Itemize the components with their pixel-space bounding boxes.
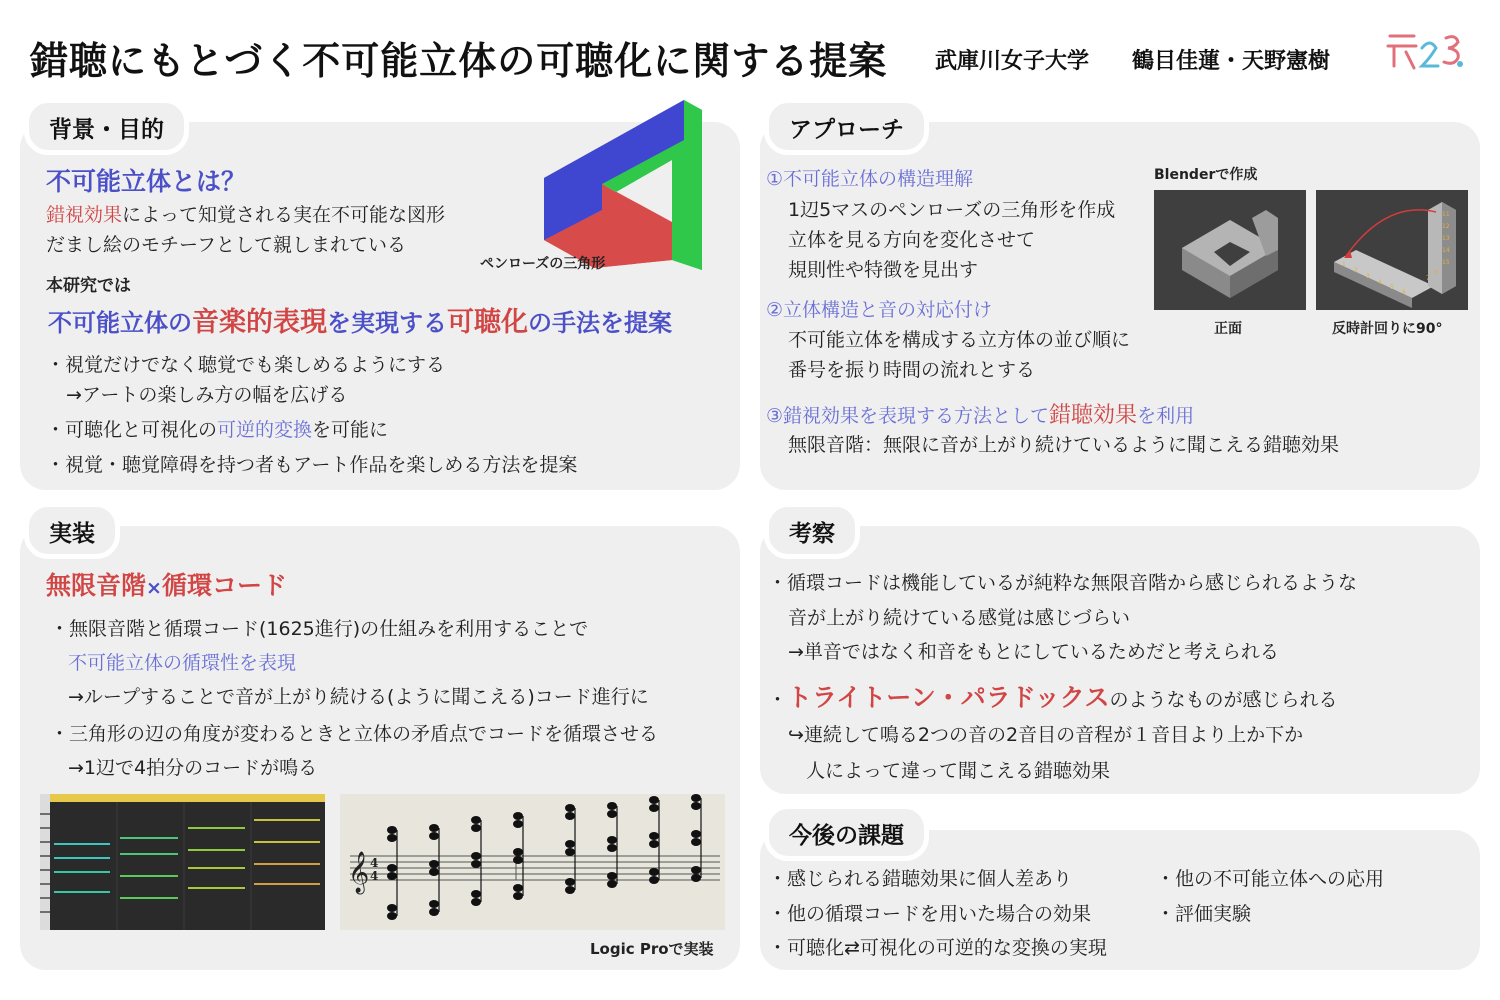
cube-number: 14 xyxy=(1442,247,1450,254)
cube-number: 8 xyxy=(1434,269,1438,276)
treble-clef-icon: 𝄞 xyxy=(348,852,370,893)
impl-bullet-1-result: →ループすることで音が上がり続ける(ように聞こえる)コード進行に xyxy=(68,686,649,708)
step-2-line-1: 不可能立体を構成する立方体の並び順に xyxy=(788,329,1131,351)
discussion-tritone: ・トライトーン・パラドックスのようなものが感じられる xyxy=(768,683,1338,712)
bullet-widen-art: →アートの楽しみ方の幅を広げる xyxy=(66,384,348,406)
discussion-tab: 考察 xyxy=(764,502,860,559)
impl-bullet-1-highlight: 不可能立体の循環性を表現 xyxy=(68,652,297,674)
cube-number: 12 xyxy=(1442,223,1450,230)
future-item-1: ・感じられる錯聴効果に個人差あり xyxy=(768,868,1073,890)
discussion-line-1: ・循環コードは機能しているが純粋な無限音階から感じられるような xyxy=(768,572,1358,594)
cube-number: 15 xyxy=(1442,259,1450,266)
future-item-3: ・可聴化⇄可視化の可逆的な変換の実現 xyxy=(768,937,1107,959)
future-item-4: ・他の不可能立体への応用 xyxy=(1156,868,1385,890)
cube-number: 2 xyxy=(1354,267,1358,274)
cube-number: 5 xyxy=(1390,284,1394,291)
bullet-reversible: ・可聴化と可視化の可逆的変換を可能に xyxy=(46,419,389,441)
impl-bullet-2-result: →1辺で4拍分のコードが鳴る xyxy=(68,757,318,779)
impl-bullet-2: ・三角形の辺の角度が変わるときと立体の矛盾点でコードを循環させる xyxy=(50,723,659,745)
cube-number: 6 xyxy=(1402,289,1406,296)
discussion-line-3: →単音ではなく和音をもとにしているためだと考えられる xyxy=(788,641,1279,663)
penrose-caption: ペンローズの三角形 xyxy=(480,256,606,272)
blender-label: Blenderで作成 xyxy=(1154,167,1258,183)
impossible-object-question: 不可能立体とは？ xyxy=(46,167,247,196)
approach-tab: アプローチ xyxy=(764,98,929,155)
discussion-line-5: ↪連続して鳴る2つの音の2音目の音程が１音目より上か下か xyxy=(788,724,1304,746)
impl-bullet-1: ・無限音階と循環コード(1625進行)の仕組みを利用することで xyxy=(50,618,589,640)
cube-number: 11 xyxy=(1442,211,1450,218)
future-item-2: ・他の循環コードを用いた場合の効果 xyxy=(768,903,1092,925)
caption-front: 正面 xyxy=(1214,321,1242,337)
motif-line: だまし絵のモチーフとして親しまれている xyxy=(46,234,407,256)
discussion-line-2: 音が上がり続けている感覚は感じづらい xyxy=(788,607,1131,629)
step-1-line-2: 立体を見る方向を変化させて xyxy=(788,229,1036,251)
caption-rotated: 反時計回りに90° xyxy=(1332,321,1443,337)
step-1-line-3: 規則性や特徴を見出す xyxy=(788,259,979,281)
page-title: 錯聴にもとづく不可能立体の可聴化に関する提案 xyxy=(30,39,888,83)
blender-rotated-render xyxy=(1316,190,1468,310)
blender-front-render xyxy=(1154,190,1306,310)
impl-heading: 無限音階×循環コード xyxy=(46,571,287,600)
cube-number: 13 xyxy=(1442,235,1450,242)
bullet-enjoy-hearing: ・視覚だけでなく聴覚でも楽しめるようにする xyxy=(46,354,446,376)
step-3-title: ③錯視効果を表現する方法として錯聴効果を利用 xyxy=(766,403,1195,428)
piano-roll-screenshot xyxy=(40,794,325,930)
cube-number: 1 xyxy=(1342,261,1346,268)
affiliation: 武庫川女子大学 xyxy=(935,49,1090,74)
implementation-tab: 実装 xyxy=(24,502,120,559)
step-2-line-2: 番号を振り時間の流れとする xyxy=(788,359,1036,381)
proposal-statement: 不可能立体の音楽的表現を実現する可聴化の手法を提案 xyxy=(48,307,672,338)
this-study-label: 本研究では xyxy=(46,276,131,296)
time-sig-bottom: 4 xyxy=(370,869,379,883)
step-3-line-1: 無限音階：無限に音が上がり続けているように聞こえる錯聴効果 xyxy=(788,434,1340,456)
music-score-screenshot xyxy=(340,794,725,930)
future-work-tab: 今後の課題 xyxy=(764,804,929,861)
discussion-line-6: 人によって違って聞こえる錯聴効果 xyxy=(806,760,1111,782)
authors: 鶴目佳蓮・天野憲樹 xyxy=(1132,49,1331,74)
cube-number: 3 xyxy=(1366,273,1370,280)
conference-logo xyxy=(1384,28,1470,72)
step-2-title: ②立体構造と音の対応付け xyxy=(766,299,993,321)
future-item-5: ・評価実験 xyxy=(1156,903,1252,925)
cube-number: 4 xyxy=(1378,279,1382,286)
logic-pro-caption: Logic Proで実装 xyxy=(590,940,714,958)
time-sig-top: 4 xyxy=(370,856,379,870)
step-1-title: ①不可能立体の構造理解 xyxy=(766,168,974,190)
step-1-line-1: 1辺5マスのペンローズの三角形を作成 xyxy=(788,199,1116,221)
definition-line: 錯視効果によって知覚される実在不可能な図形 xyxy=(46,204,446,226)
penrose-triangle-figure xyxy=(544,100,716,272)
background-tab: 背景・目的 xyxy=(24,98,189,155)
bullet-accessibility: ・視覚・聴覚障碍を持つ者もアート作品を楽しめる方法を提案 xyxy=(46,454,578,476)
cube-number: 7 xyxy=(1426,275,1430,282)
